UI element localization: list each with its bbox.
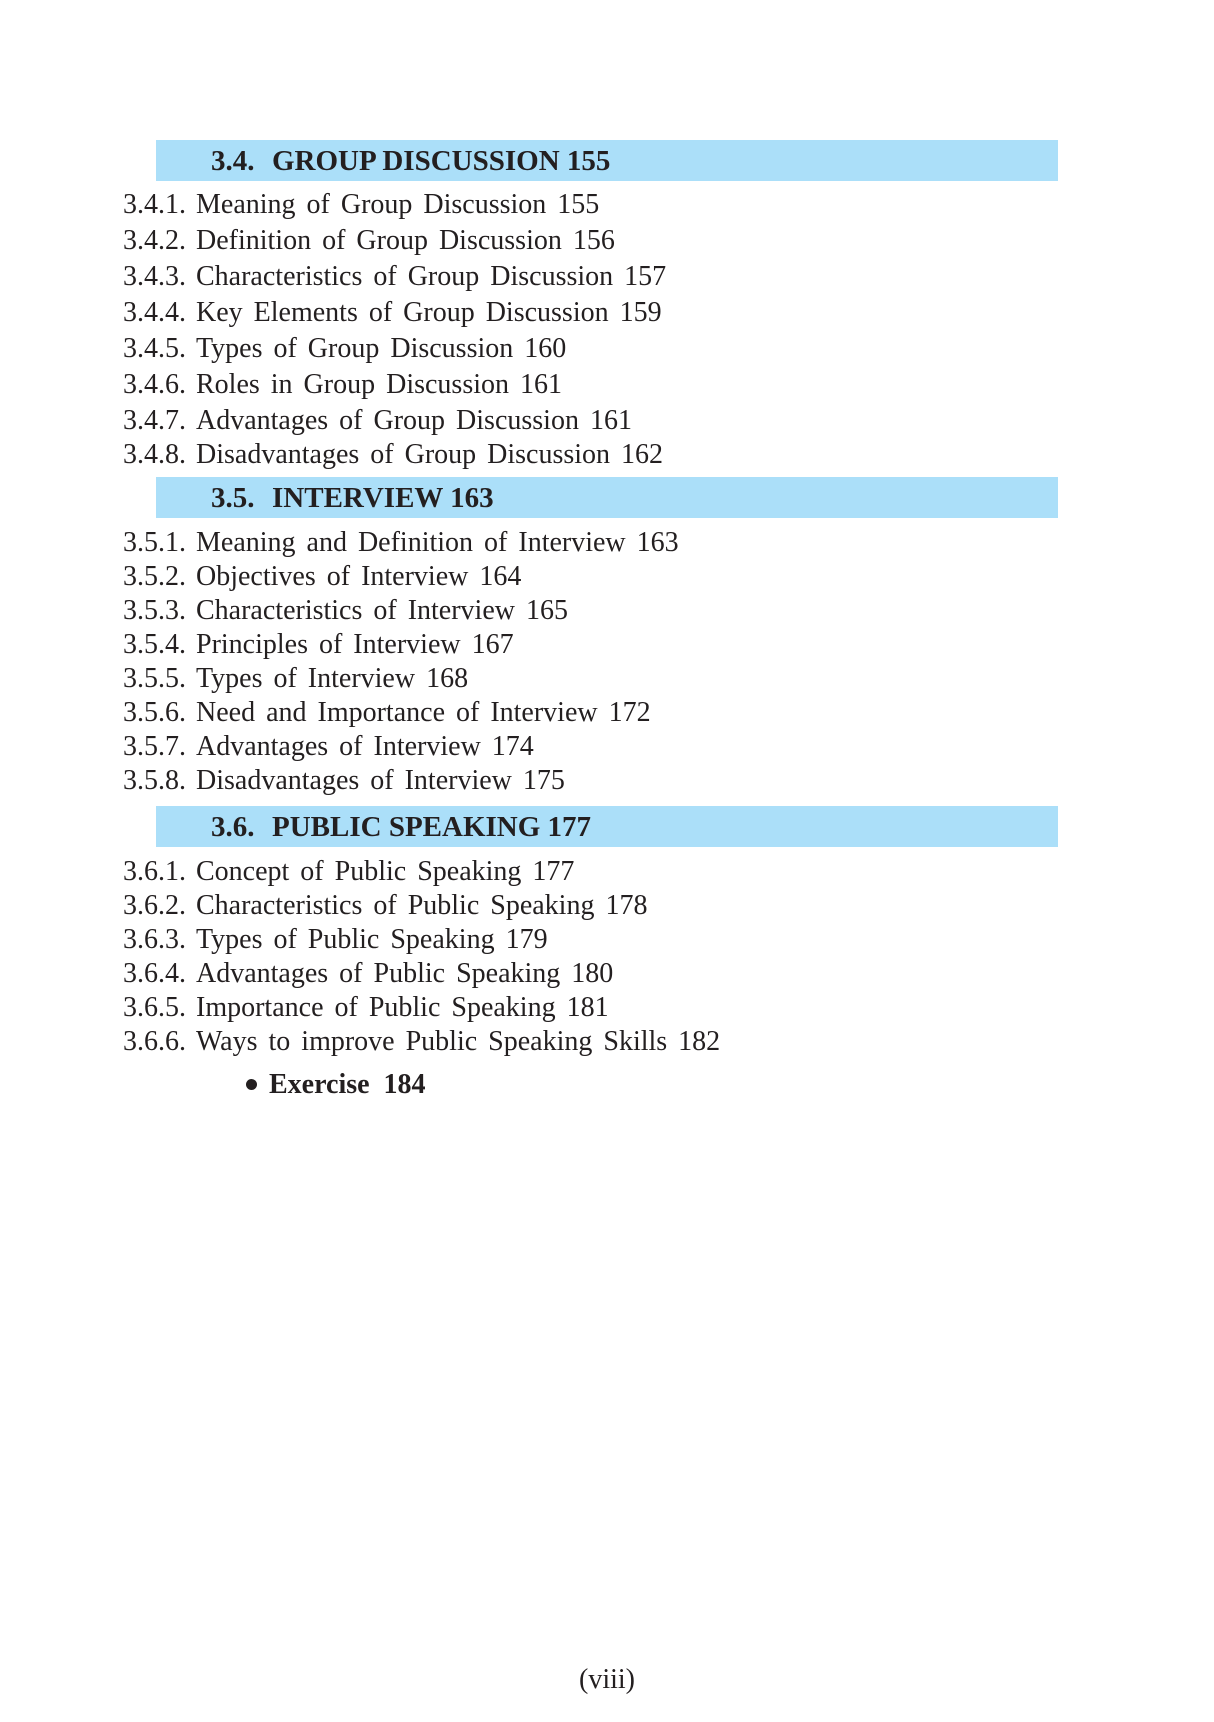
item-title: Ways to improve Public Speaking Skills 182 xyxy=(196,1026,721,1057)
item-title: Advantages of Public Speaking 180 xyxy=(196,958,614,989)
item-number: 3.6.6. xyxy=(123,1026,186,1057)
section-header-public-speaking xyxy=(156,806,1058,847)
toc-item[interactable] xyxy=(110,296,810,330)
item-number: 3.5.8. xyxy=(123,765,186,796)
item-number: 3.6.3. xyxy=(123,924,186,955)
item-title: Concept of Public Speaking 177 xyxy=(196,856,575,887)
item-number: 3.4.3. xyxy=(123,261,186,292)
item-number: 3.5.5. xyxy=(123,663,186,694)
item-number: 3.4.1. xyxy=(123,189,186,220)
toc-item[interactable] xyxy=(110,1025,810,1059)
item-number: 3.6.2. xyxy=(123,890,186,921)
item-number: 3.5.6. xyxy=(123,697,186,728)
item-number: 3.6.5. xyxy=(123,992,186,1023)
section-number: 3.5. xyxy=(211,482,255,514)
toc-item[interactable] xyxy=(110,923,810,957)
item-number: 3.4.6. xyxy=(123,369,186,400)
item-number: 3.4.8. xyxy=(123,439,186,470)
item-title: Types of Interview 168 xyxy=(196,663,469,694)
item-title: Characteristics of Public Speaking 178 xyxy=(196,890,648,921)
item-number: 3.6.4. xyxy=(123,958,186,989)
toc-item[interactable] xyxy=(110,696,810,730)
item-title: Importance of Public Speaking 181 xyxy=(196,992,609,1023)
item-title: Definition of Group Discussion 156 xyxy=(196,225,615,256)
toc-item[interactable] xyxy=(110,188,810,222)
toc-item[interactable] xyxy=(110,764,810,798)
item-number: 3.4.5. xyxy=(123,333,186,364)
toc-item[interactable] xyxy=(110,560,810,594)
item-title: Principles of Interview 167 xyxy=(196,629,514,660)
toc-item[interactable] xyxy=(110,889,810,923)
bullet-icon xyxy=(246,1079,257,1090)
item-title: Objectives of Interview 164 xyxy=(196,561,522,592)
item-title: Key Elements of Group Discussion 159 xyxy=(196,297,662,328)
toc-item[interactable] xyxy=(110,260,810,294)
item-number: 3.4.2. xyxy=(123,225,186,256)
toc-item[interactable] xyxy=(110,957,810,991)
section-title: PUBLIC SPEAKING 177 xyxy=(272,811,592,843)
item-number: 3.4.4. xyxy=(123,297,186,328)
item-number: 3.5.7. xyxy=(123,731,186,762)
section-number: 3.4. xyxy=(211,145,255,177)
section-title: GROUP DISCUSSION 155 xyxy=(272,145,611,177)
item-title: Types of Group Discussion 160 xyxy=(196,333,567,364)
toc-item[interactable] xyxy=(110,404,810,438)
toc-item[interactable] xyxy=(110,224,810,258)
section-title: INTERVIEW 163 xyxy=(272,482,494,514)
toc-item-exercise[interactable] xyxy=(246,1068,426,1102)
item-title: Advantages of Group Discussion 161 xyxy=(196,405,632,436)
toc-item[interactable] xyxy=(110,730,810,764)
item-title: Characteristics of Group Discussion 157 xyxy=(196,261,667,292)
item-title: Characteristics of Interview 165 xyxy=(196,595,568,626)
toc-item[interactable] xyxy=(110,438,810,472)
toc-item[interactable] xyxy=(110,332,810,366)
toc-item[interactable] xyxy=(110,855,810,889)
item-number: 3.6.1. xyxy=(123,856,186,887)
toc-item[interactable] xyxy=(110,991,810,1025)
toc-item[interactable] xyxy=(110,368,810,402)
item-title: Need and Importance of Interview 172 xyxy=(196,697,651,728)
toc-item[interactable] xyxy=(110,526,810,560)
item-title: Meaning of Group Discussion 155 xyxy=(196,189,600,220)
item-title: Roles in Group Discussion 161 xyxy=(196,369,562,400)
toc-item[interactable] xyxy=(110,594,810,628)
item-title: Disadvantages of Interview 175 xyxy=(196,765,565,796)
section-header-interview xyxy=(156,477,1058,518)
item-title: Disadvantages of Group Discussion 162 xyxy=(196,439,664,470)
item-title: Meaning and Definition of Interview 163 xyxy=(196,527,679,558)
item-number: 3.5.4. xyxy=(123,629,186,660)
section-header-group-discussion xyxy=(156,140,1058,181)
item-number: 3.5.1. xyxy=(123,527,186,558)
item-number: 3.5.2. xyxy=(123,561,186,592)
toc-item[interactable] xyxy=(110,628,810,662)
page-number: (viii) xyxy=(579,1664,635,1695)
section-number: 3.6. xyxy=(211,811,255,843)
item-title: Types of Public Speaking 179 xyxy=(196,924,548,955)
toc-item[interactable] xyxy=(110,662,810,696)
exercise-label: Exercise 184 xyxy=(269,1069,426,1100)
item-title: Advantages of Interview 174 xyxy=(196,731,534,762)
item-number: 3.4.7. xyxy=(123,405,186,436)
item-number: 3.5.3. xyxy=(123,595,186,626)
